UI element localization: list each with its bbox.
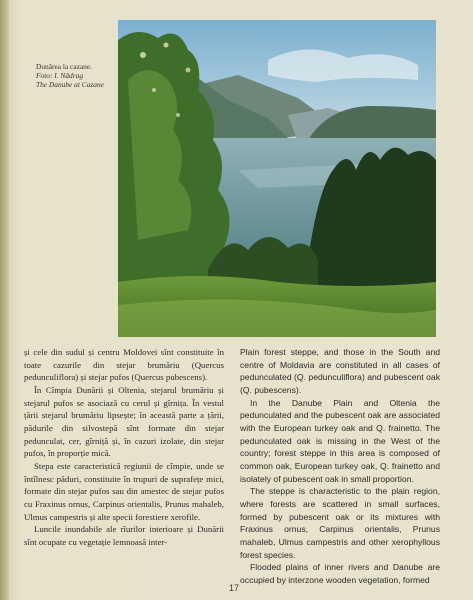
ro-paragraph: Stepa este caracteristică regiunii de cîmpie, unde se întîlnesc păduri, constituite în trupuri de suprafețe mici, formate din stejar pufos sau din amestec de stejar pufos cu Fraxinus ornus, Carpinus orientalis, Prunus mahaleb, Ulmus campestris și alte specii forestiere xerofile. xyxy=(24,460,224,522)
ro-paragraph: Luncile inundabile ale rîurilor interioare și Dunării sînt ocupate cu vegetație lemnoasă inter- xyxy=(24,524,224,547)
english-column xyxy=(240,346,440,586)
danube-photo xyxy=(118,20,436,337)
ro-paragraph: În Cîmpia Dunării și Oltenia, stejarul brumăriu și stejarul pufos se asociază cu cerul și gîrnița. În vestul țării stejarul brumăriu lipsește; în această parte a țării, pădurile din silvostepă sînt formate din stejar pedunculat, cer, gîrniță și, în cazuri izolate, din stejar pufos, în proporție mică. xyxy=(24,384,224,459)
photo-caption xyxy=(36,62,120,89)
page-binding-edge xyxy=(0,0,9,600)
caption-photo-credit: Foto: I. Nădrag xyxy=(36,71,84,80)
en-paragraph: The steppe is characteristic to the plain region, where forests are scattered in small surfaces, formed by pubescent oak or its mixtures with Fraxinus ornus, Carpinus orientalis, Prunus mahaleb, Ulmus campestris and other xerophyllous forest species. xyxy=(240,486,440,560)
en-paragraph: Plain forest steppe, and those in the South and centre of Moldavia are constituted in all cases of pedunculated (Q. pedunculiflora) and pubescent oak (Q. pubescens). xyxy=(240,347,440,395)
en-paragraph: Flooded plains of inner rivers and Danube are occupied by interzone wooden vegetation, formed xyxy=(240,562,440,585)
ro-paragraph: și cele din sudul și centru Moldovei sînt constituite în toate cazurile din stejar brumăriu (Quercus pedunculiflora) și stejar pufos (Quercus pubescens). xyxy=(24,347,224,383)
page-number: 17 xyxy=(229,583,240,593)
romanian-column xyxy=(24,346,224,586)
caption-title-en: The Danube at Cazane xyxy=(36,80,104,89)
caption-title-ro: Dunărea la cazane. xyxy=(36,62,93,71)
en-paragraph: In the Danube Plain and Oltenia the pedunculated and the pubescent oak are associated with the European turkey oak and Q. frainetto. The pedunculated oak is missing in the West of the country; forest steppe in this area is composed of common oak, European turkey oak, Q. frainetto and isolately of pubescent oak in small proportion. xyxy=(240,397,440,484)
